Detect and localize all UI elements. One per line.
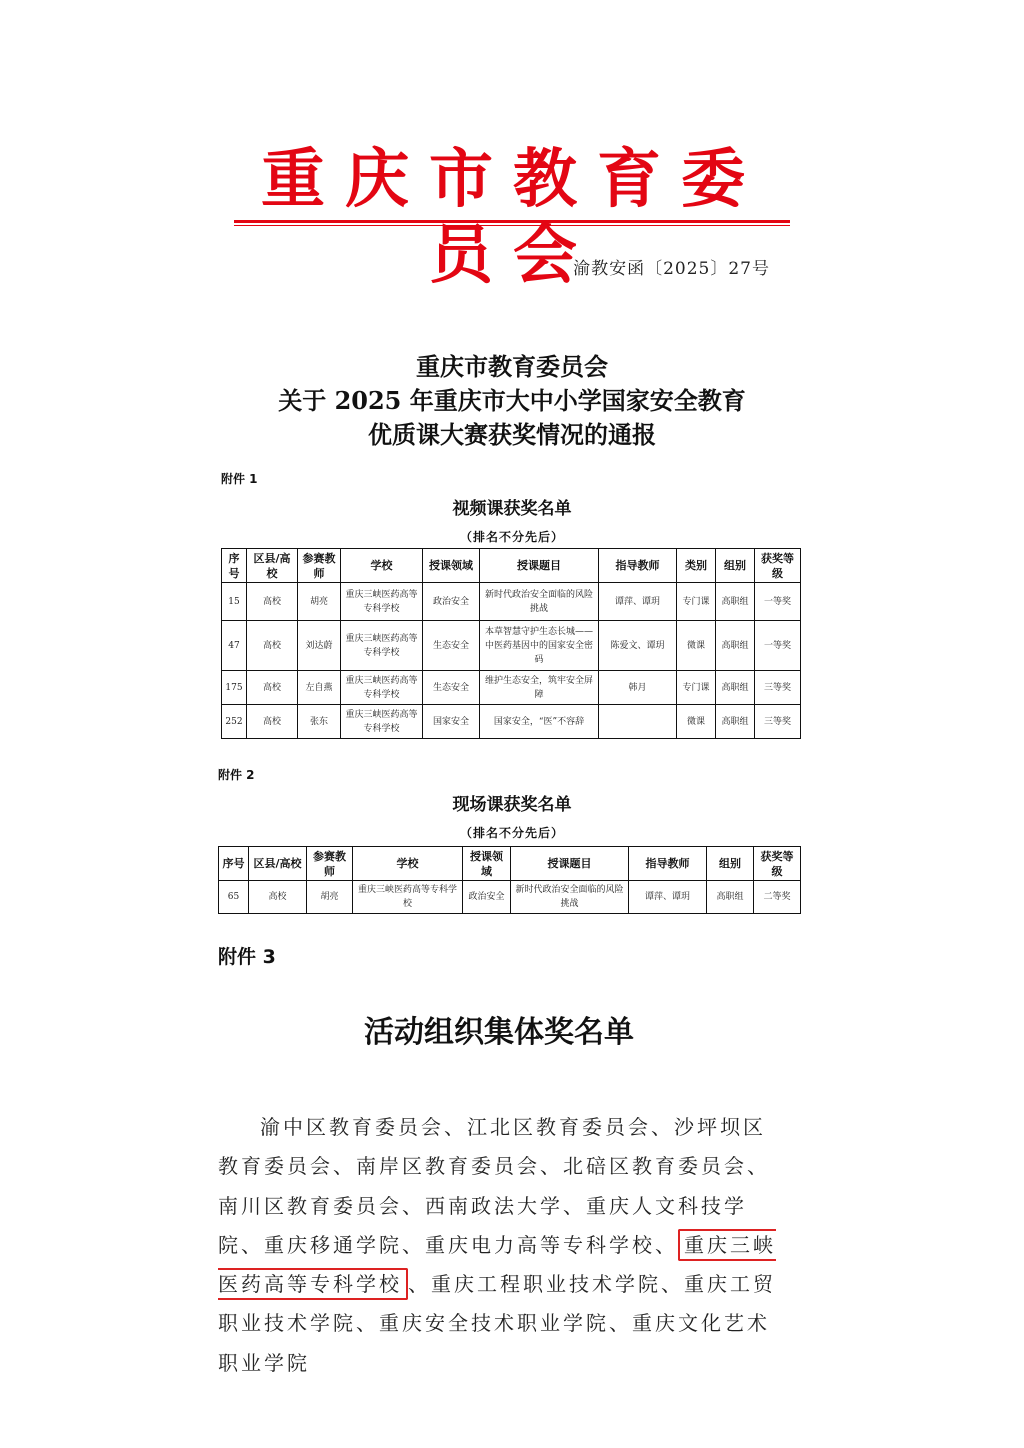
header-cell: 指导教师 [599, 549, 677, 583]
header-cell: 参赛教师 [307, 847, 353, 881]
table-cell: 胡亮 [307, 881, 353, 914]
table-row [222, 705, 801, 739]
table-cell: 高职组 [707, 881, 754, 914]
header-cell: 获奖等级 [754, 847, 801, 881]
table-cell: 谭萍、谭玥 [629, 881, 707, 914]
annex1-title: 视频课获奖名单 [452, 499, 572, 519]
table-cell: 新时代政治安全面临的风险挑战 [511, 881, 629, 914]
notice-title-line-3: 优质课大赛获奖情况的通报 [368, 420, 656, 449]
header-cell: 序号 [219, 847, 249, 881]
header-cell: 组别 [716, 549, 755, 583]
table-cell: 左自燕 [298, 671, 341, 705]
header-cell: 区县/高校 [247, 549, 298, 583]
table-cell: 65 [219, 881, 249, 914]
annex2-subtitle: （排名不分先后） [459, 826, 564, 840]
table-cell [599, 705, 677, 739]
table-cell: 专门课 [677, 583, 716, 621]
table-cell: 高职组 [716, 705, 755, 739]
table-cell: 15 [222, 583, 247, 621]
table-header-row [222, 549, 801, 583]
notice-title [200, 350, 824, 452]
table-cell: 专门课 [677, 671, 716, 705]
header-cell: 授课领域 [463, 847, 511, 881]
table-cell: 二等奖 [754, 881, 801, 914]
table-cell: 谭萍、谭玥 [599, 583, 677, 621]
header-cell: 学校 [341, 549, 423, 583]
table-cell: 三等奖 [755, 705, 801, 739]
annex1-label: 附件 1 [221, 472, 258, 486]
table-cell: 重庆三峡医药高等专科学校 [353, 881, 463, 914]
table-row [219, 881, 801, 914]
table-cell: 47 [222, 621, 247, 671]
table-cell: 175 [222, 671, 247, 705]
annex3-label: 附件 3 [218, 946, 276, 968]
table-cell: 张东 [298, 705, 341, 739]
on-site-course-awards-table [218, 846, 801, 914]
table-cell: 252 [222, 705, 247, 739]
header-cell: 学校 [353, 847, 463, 881]
header-cell: 指导教师 [629, 847, 707, 881]
table-cell: 新时代政治安全面临的风险挑战 [480, 583, 599, 621]
masthead-red-rule [234, 220, 790, 226]
table-cell: 国家安全 [423, 705, 480, 739]
award-list-text-continued: 、重庆工程职业技术学院、重庆工贸职业技术学院、重庆安全技术职业学院、重庆文化艺术职业学院 [218, 1272, 776, 1375]
table-cell: 高职组 [716, 671, 755, 705]
table-cell: 高校 [247, 621, 298, 671]
table-cell: 微课 [677, 621, 716, 671]
table-row [222, 583, 801, 621]
award-list-text: 渝中区教育委员会、江北区教育委员会、沙坪坝区教育委员会、南岸区教育委员会、北碚区教育委员会、南川区教育委员会、西南政法大学、重庆人文科技学院、重庆移通学院、重庆电力高等专科学校、 [218, 1115, 770, 1257]
table-cell: 重庆三峡医药高等专科学校 [341, 671, 423, 705]
table-cell: 本草智慧守护生态长城——中医药基因中的国家安全密码 [480, 621, 599, 671]
annex1-subtitle: （排名不分先后） [459, 530, 564, 544]
table-cell: 韩月 [599, 671, 677, 705]
table-cell: 高校 [247, 671, 298, 705]
table-row [222, 621, 801, 671]
table-cell: 胡亮 [298, 583, 341, 621]
table-cell: 生态安全 [423, 671, 480, 705]
annex3-title: 活动组织集体奖名单 [364, 1015, 634, 1050]
annex2-label: 附件 2 [218, 768, 255, 782]
table-cell: 高职组 [716, 621, 755, 671]
header-cell: 区县/高校 [249, 847, 307, 881]
video-course-awards-table [221, 548, 801, 739]
table-cell: 重庆三峡医药高等专科学校 [341, 705, 423, 739]
header-cell: 参赛教师 [298, 549, 341, 583]
table-cell: 重庆三峡医药高等专科学校 [341, 583, 423, 621]
header-cell: 授课题目 [480, 549, 599, 583]
table-cell: 生态安全 [423, 621, 480, 671]
table-cell: 高职组 [716, 583, 755, 621]
table-cell: 政治安全 [463, 881, 511, 914]
document-number: 渝教安函〔2025〕27号 [573, 259, 770, 279]
table-cell: 微课 [677, 705, 716, 739]
table-cell: 刘达蔚 [298, 621, 341, 671]
collective-award-list [218, 1108, 788, 1383]
masthead-title: 重庆市教育委员会 [261, 143, 765, 293]
header-cell: 获奖等级 [755, 549, 801, 583]
highlighted-school: 重庆三峡医药高等专科学校 [218, 1229, 776, 1300]
table-cell: 陈爱文、谭玥 [599, 621, 677, 671]
table-row [222, 671, 801, 705]
table-cell: 政治安全 [423, 583, 480, 621]
table-cell: 高校 [247, 705, 298, 739]
annex2-title: 现场课获奖名单 [452, 795, 572, 815]
table-cell: 维护生态安全，筑牢安全屏障 [480, 671, 599, 705]
header-cell: 序号 [222, 549, 247, 583]
table-cell: 重庆三峡医药高等专科学校 [341, 621, 423, 671]
table-cell: 国家安全，“医”不容辞 [480, 705, 599, 739]
table-cell: 高校 [249, 881, 307, 914]
header-cell: 授课题目 [511, 847, 629, 881]
notice-title-line-1: 重庆市教育委员会 [416, 352, 608, 381]
table-cell: 高校 [247, 583, 298, 621]
notice-title-line-2: 关于 2025 年重庆市大中小学国家安全教育 [278, 386, 746, 415]
table-cell: 一等奖 [755, 621, 801, 671]
table-cell: 三等奖 [755, 671, 801, 705]
header-cell: 组别 [707, 847, 754, 881]
header-cell: 类别 [677, 549, 716, 583]
table-header-row [219, 847, 801, 881]
table-cell: 一等奖 [755, 583, 801, 621]
header-cell: 授课领域 [423, 549, 480, 583]
